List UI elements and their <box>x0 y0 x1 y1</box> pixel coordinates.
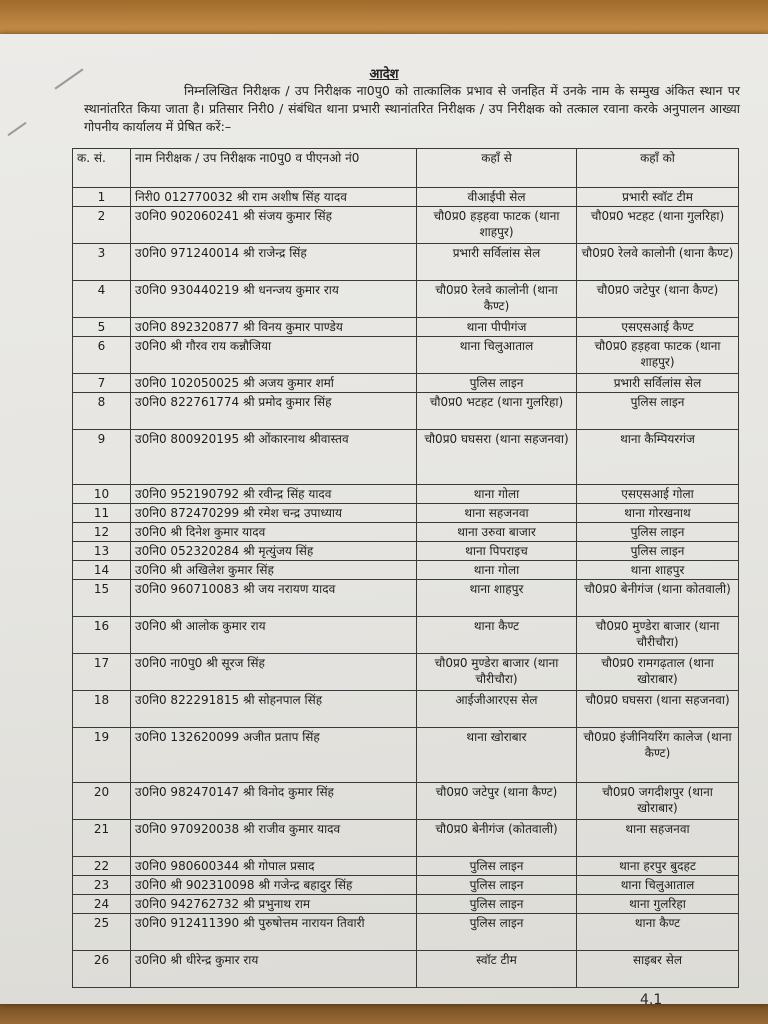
intro-paragraph: निम्नलिखित निरीक्षक / उप निरीक्षक ना0पु0 को तात्कालिक प्रभाव से जनहित में उनके नाम के सम्मुख अंकित स्थान पर स्थानांतरित किया जाता है। प्रतिसार निरी0 / संबंधित थाना प्रभारी स्थानांतरित निरीक्षक / उप निरीक्षक को तत्काल रवाना करके अनुपालन आख्या गोपनीय कार्यालय में प्रेषित करें:– <box>84 83 740 134</box>
row-to: चौ0प्र0 भटहट (थाना गुलरिहा) <box>577 207 739 244</box>
row-from: थाना गोला <box>417 485 577 504</box>
row-name: उ0नि0 श्री धीरेन्द्र कुमार राय <box>131 951 417 988</box>
row-from: चौ0प्र0 मुण्डेरा बाजार (थाना चौरीचौरा) <box>417 654 577 691</box>
row-serial: 7 <box>73 374 131 393</box>
row-name: उ0नि0 श्री दिनेश कुमार यादव <box>131 523 417 542</box>
row-serial: 19 <box>73 728 131 783</box>
row-name: उ0नि0 श्री 902310098 श्री गजेन्द्र बहादुर सिंह <box>131 876 417 895</box>
row-to: चौ0प्र0 जगदीशपुर (थाना खोराबार) <box>577 783 739 820</box>
row-serial: 15 <box>73 580 131 617</box>
row-from: चौ0प्र0 जटेपुर (थाना कैण्ट) <box>417 783 577 820</box>
table-row <box>73 857 739 876</box>
row-to: प्रभारी सर्विलांस सेल <box>577 374 739 393</box>
row-name: उ0नि0 971240014 श्री राजेन्द्र सिंह <box>131 244 417 281</box>
table-row <box>73 820 739 857</box>
row-serial: 26 <box>73 951 131 988</box>
row-serial: 6 <box>73 337 131 374</box>
header-to: कहाँ को <box>577 149 739 188</box>
row-serial: 11 <box>73 504 131 523</box>
table-row <box>73 393 739 430</box>
row-serial: 9 <box>73 430 131 485</box>
row-serial: 18 <box>73 691 131 728</box>
row-name: उ0नि0 970920038 श्री राजीव कुमार यादव <box>131 820 417 857</box>
row-serial: 25 <box>73 914 131 951</box>
table-row <box>73 318 739 337</box>
row-to: पुलिस लाइन <box>577 542 739 561</box>
table-row <box>73 337 739 374</box>
row-to: थाना हरपुर बुदहट <box>577 857 739 876</box>
row-to: थाना गुलरिहा <box>577 895 739 914</box>
table-row <box>73 914 739 951</box>
header-name: नाम निरीक्षक / उप निरीक्षक ना0पु0 व पीएनओ नं0 <box>131 149 417 188</box>
table-row <box>73 523 739 542</box>
row-from: चौ0प्र0 रेलवे कालोनी (थाना कैण्ट) <box>417 281 577 318</box>
row-name: उ0नि0 872470299 श्री रमेश चन्द्र उपाध्याय <box>131 504 417 523</box>
row-name: उ0नि0 902060241 श्री संजय कुमार सिंह <box>131 207 417 244</box>
row-to: एसएसआई कैण्ट <box>577 318 739 337</box>
table-header-row <box>73 149 739 188</box>
header-from: कहाँ से <box>417 149 577 188</box>
row-serial: 13 <box>73 542 131 561</box>
row-from: थाना गोला <box>417 561 577 580</box>
row-from: थाना पिपराइच <box>417 542 577 561</box>
document-page <box>0 34 768 1008</box>
row-from: थाना पीपीगंज <box>417 318 577 337</box>
row-name: उ0नि0 942762732 श्री प्रभुनाथ राम <box>131 895 417 914</box>
table-row <box>73 281 739 318</box>
row-from: थाना खोराबार <box>417 728 577 783</box>
table-row <box>73 580 739 617</box>
row-from: पुलिस लाइन <box>417 374 577 393</box>
table-row <box>73 430 739 485</box>
row-name: उ0नि0 822761774 श्री प्रमोद कुमार सिंह <box>131 393 417 430</box>
row-to: थाना गोरखनाथ <box>577 504 739 523</box>
row-to: पुलिस लाइन <box>577 393 739 430</box>
table-row <box>73 504 739 523</box>
row-to: एसएसआई गोला <box>577 485 739 504</box>
row-serial: 8 <box>73 393 131 430</box>
row-to: पुलिस लाइन <box>577 523 739 542</box>
row-to: चौ0प्र0 हड़हवा फाटक (थाना शाहपुर) <box>577 337 739 374</box>
row-to: चौ0प्र0 जटेपुर (थाना कैण्ट) <box>577 281 739 318</box>
row-serial: 17 <box>73 654 131 691</box>
table-row <box>73 691 739 728</box>
row-to: थाना कैम्पियरगंज <box>577 430 739 485</box>
row-from: पुलिस लाइन <box>417 857 577 876</box>
row-from: थाना चिलुआताल <box>417 337 577 374</box>
table-row <box>73 783 739 820</box>
row-name: उ0नि0 892320877 श्री विनय कुमार पाण्डेय <box>131 318 417 337</box>
row-from: चौ0प्र0 हड़हवा फाटक (थाना शाहपुर) <box>417 207 577 244</box>
row-to: थाना शाहपुर <box>577 561 739 580</box>
row-to: चौ0प्र0 रेलवे कालोनी (थाना कैण्ट) <box>577 244 739 281</box>
row-from: थाना शाहपुर <box>417 580 577 617</box>
row-name: निरी0 012770032 श्री राम अशीष सिंह यादव <box>131 188 417 207</box>
row-to: थाना कैण्ट <box>577 914 739 951</box>
row-to: चौ0प्र0 इंजीनियरिंग कालेज (थाना कैण्ट) <box>577 728 739 783</box>
row-name: उ0नि0 800920195 श्री ओंकारनाथ श्रीवास्तव <box>131 430 417 485</box>
row-to: चौ0प्र0 बेनीगंज (थाना कोतवाली) <box>577 580 739 617</box>
row-from: पुलिस लाइन <box>417 876 577 895</box>
row-name: उ0नि0 912411390 श्री पुरुषोत्तम नारायन तिवारी <box>131 914 417 951</box>
table-row <box>73 542 739 561</box>
row-serial: 5 <box>73 318 131 337</box>
row-serial: 1 <box>73 188 131 207</box>
table-row <box>73 244 739 281</box>
transfer-table <box>72 148 739 988</box>
row-to: चौ0प्र0 घघसरा (थाना सहजनवा) <box>577 691 739 728</box>
row-name: उ0नि0 930440219 श्री धनन्जय कुमार राय <box>131 281 417 318</box>
page-title: आदेश <box>369 67 399 82</box>
row-from: चौ0प्र0 बेनीगंज (कोतवाली) <box>417 820 577 857</box>
row-to: साइबर सेल <box>577 951 739 988</box>
row-name: उ0नि0 952190792 श्री रवीन्द्र सिंह यादव <box>131 485 417 504</box>
row-from: पुलिस लाइन <box>417 895 577 914</box>
table-row <box>73 485 739 504</box>
row-to: थाना सहजनवा <box>577 820 739 857</box>
row-name: उ0नि0 श्री गौरव राय कन्नौजिया <box>131 337 417 374</box>
row-name: उ0नि0 822291815 श्री सोहनपाल सिंह <box>131 691 417 728</box>
row-from: चौ0प्र0 घघसरा (थाना सहजनवा) <box>417 430 577 485</box>
table-row <box>73 374 739 393</box>
row-from: थाना कैण्ट <box>417 617 577 654</box>
row-serial: 23 <box>73 876 131 895</box>
table-row <box>73 951 739 988</box>
row-name: उ0नि0 980600344 श्री गोपाल प्रसाद <box>131 857 417 876</box>
table-row <box>73 876 739 895</box>
row-serial: 4 <box>73 281 131 318</box>
table-row <box>73 895 739 914</box>
table-row <box>73 207 739 244</box>
row-serial: 14 <box>73 561 131 580</box>
row-name: उ0नि0 श्री अखिलेश कुमार सिंह <box>131 561 417 580</box>
row-serial: 22 <box>73 857 131 876</box>
row-name: उ0नि0 960710083 श्री जय नरायण यादव <box>131 580 417 617</box>
row-from: वीआईपी सेल <box>417 188 577 207</box>
row-to: चौ0प्र0 मुण्डेरा बाजार (थाना चौरीचौरा) <box>577 617 739 654</box>
row-name: उ0नि0 982470147 श्री विनोद कुमार सिंह <box>131 783 417 820</box>
row-from: थाना सहजनवा <box>417 504 577 523</box>
row-serial: 21 <box>73 820 131 857</box>
row-from: चौ0प्र0 भटहट (थाना गुलरिहा) <box>417 393 577 430</box>
table-row <box>73 561 739 580</box>
row-serial: 2 <box>73 207 131 244</box>
row-name: उ0नि0 श्री आलोक कुमार राय <box>131 617 417 654</box>
table-row <box>73 188 739 207</box>
row-serial: 20 <box>73 783 131 820</box>
row-serial: 10 <box>73 485 131 504</box>
table-row <box>73 617 739 654</box>
row-serial: 12 <box>73 523 131 542</box>
row-from: स्वॉट टीम <box>417 951 577 988</box>
row-serial: 24 <box>73 895 131 914</box>
row-to: प्रभारी स्वॉट टीम <box>577 188 739 207</box>
table-row <box>73 654 739 691</box>
handwritten-mark: 4.1 <box>640 992 663 1008</box>
row-serial: 16 <box>73 617 131 654</box>
table-row <box>73 728 739 783</box>
row-from: थाना उरुवा बाजार <box>417 523 577 542</box>
row-to: चौ0प्र0 रामगढ़ताल (थाना खोराबार) <box>577 654 739 691</box>
row-serial: 3 <box>73 244 131 281</box>
row-to: थाना चिलुआताल <box>577 876 739 895</box>
row-name: उ0नि0 102050025 श्री अजय कुमार शर्मा <box>131 374 417 393</box>
row-name: उ0नि0 ना0पु0 श्री सूरज सिंह <box>131 654 417 691</box>
row-name: उ0नि0 132620099 अजीत प्रताप सिंह <box>131 728 417 783</box>
row-from: पुलिस लाइन <box>417 914 577 951</box>
row-from: आईजीआरएस सेल <box>417 691 577 728</box>
header-serial: क. सं. <box>73 149 131 188</box>
pin-icon <box>7 122 26 136</box>
row-name: उ0नि0 052320284 श्री मृत्युंजय सिंह <box>131 542 417 561</box>
row-from: प्रभारी सर्विलांस सेल <box>417 244 577 281</box>
